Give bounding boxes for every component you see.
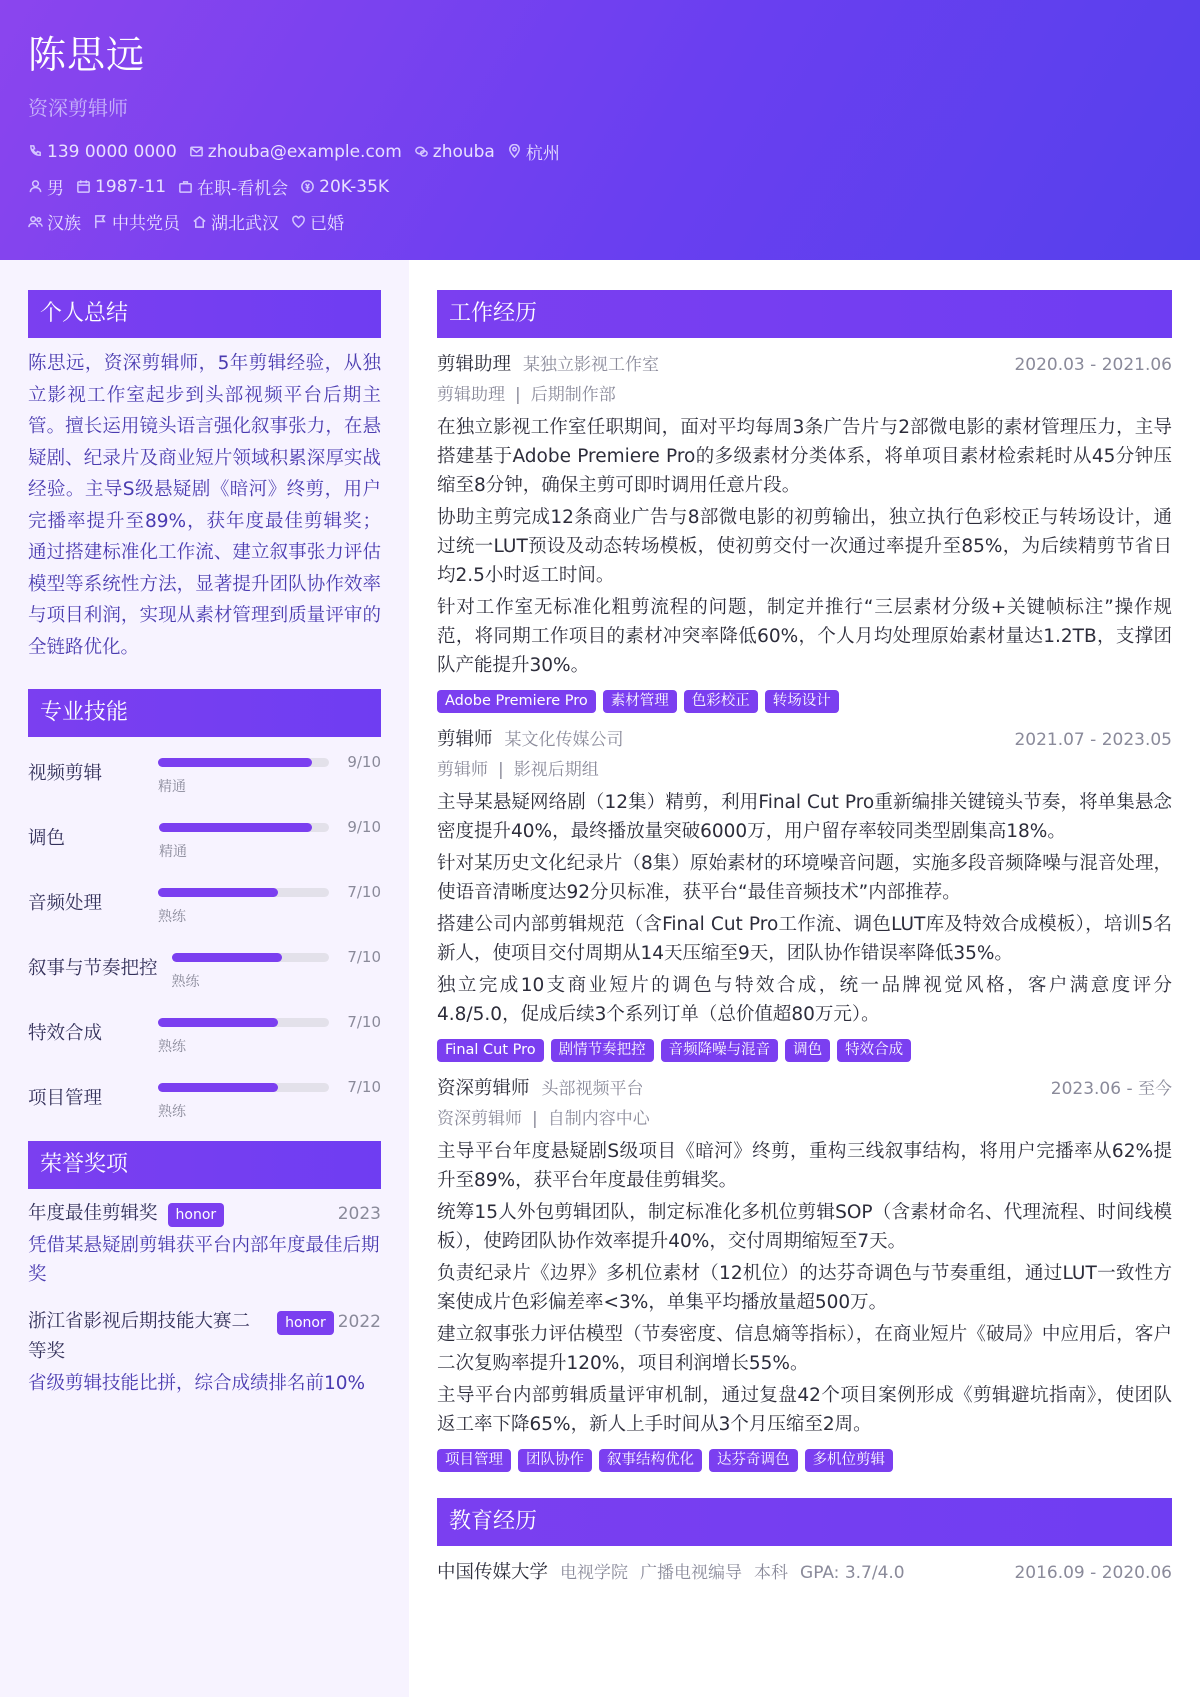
skill-level: 精通 bbox=[159, 844, 188, 860]
skill-tag: Final Cut Pro bbox=[437, 1039, 544, 1062]
background-row bbox=[28, 204, 1200, 239]
skill-tag: 叙事结构优化 bbox=[599, 1449, 702, 1472]
users-icon bbox=[28, 214, 43, 229]
job-subtitle bbox=[437, 1104, 1172, 1134]
skill-bar-line bbox=[172, 948, 381, 966]
hometown: 湖北武汉 bbox=[211, 214, 279, 234]
personal-row bbox=[28, 169, 1200, 204]
skill-item bbox=[28, 1007, 381, 1072]
job-role: 资深剪辑师 bbox=[437, 1078, 530, 1099]
award-name: 浙江省影视后期技能大赛二等奖 bbox=[28, 1311, 251, 1362]
skill-bar-line bbox=[159, 818, 381, 836]
flag-icon bbox=[93, 214, 108, 229]
job-department: 自制内容中心 bbox=[547, 1109, 650, 1129]
job-tags bbox=[437, 690, 1172, 713]
separator: | bbox=[498, 760, 504, 780]
candidate-name: 陈思远 bbox=[28, 33, 146, 77]
job-company: 某文化传媒公司 bbox=[504, 730, 624, 750]
job-bullet: 搭建公司内部剪辑规范（含Final Cut Pro工作流、调色LUT库及特效合成模板），培训5名新人，使项目交付周期从14天压缩至9天，团队协作错误率降低35%。 bbox=[437, 914, 1172, 964]
gpa: GPA: 3.7/4.0 bbox=[800, 1563, 905, 1583]
skill-score: 7/10 bbox=[347, 1078, 381, 1096]
jobs-list bbox=[437, 350, 1172, 1472]
skill-tag: 转场设计 bbox=[765, 690, 839, 713]
skill-bar-wrap bbox=[158, 1007, 381, 1056]
skill-tag: Adobe Premiere Pro bbox=[437, 690, 596, 713]
education-entry bbox=[437, 1558, 1172, 1588]
skill-score: 9/10 bbox=[347, 753, 381, 771]
summary-text: 陈思远，资深剪辑师，5年剪辑经验，从独立影视工作室起步到头部视频平台后期主管。擅长运用镜头语言强化叙事张力，在悬疑剧、纪录片及商业短片领域积累深厚实战经验。主导S级悬疑剧《暗河》终剪，用户完播率提升至89%，获年度最佳剪辑奖；通过搭建标准化工作流、建立叙事张力评估模型等系统性方法，显著提升团队协作效率与项目利润，实现从素材管理到质量评审的全链路优化。 bbox=[28, 353, 381, 658]
skill-name: 音频处理 bbox=[28, 893, 103, 914]
politics: 中共党员 bbox=[112, 214, 180, 234]
skill-tag: 调色 bbox=[785, 1039, 830, 1062]
skill-level: 精通 bbox=[158, 779, 187, 795]
skill-bar-wrap bbox=[172, 942, 381, 991]
education-section-title: 教育经历 bbox=[437, 1498, 1172, 1546]
skill-bar-wrap bbox=[158, 877, 381, 926]
job-position: 剪辑师 bbox=[437, 760, 488, 780]
skill-level: 熟练 bbox=[171, 974, 200, 990]
job-tags bbox=[437, 1039, 1172, 1062]
award-year: 2022 bbox=[337, 1312, 381, 1332]
job-tags bbox=[437, 1449, 1172, 1472]
separator: | bbox=[532, 1109, 538, 1129]
job-date: 2021.07 - 2023.05 bbox=[1014, 730, 1172, 750]
skill-tag: 音频降噪与混音 bbox=[661, 1039, 779, 1062]
summary-section-title: 个人总结 bbox=[28, 290, 381, 338]
job-position: 资深剪辑师 bbox=[437, 1109, 522, 1129]
job-bullet: 针对工作室无标准化粗剪流程的问题，制定并推行“三层素材分级+关键帧标注”操作规范，将同期工作项目的素材冲突率降低60%，个人月均处理原始素材量达1.2TB，支撑团队产能提升30%。 bbox=[437, 597, 1172, 676]
skill-progress-fill bbox=[158, 1083, 278, 1092]
ethnicity: 汉族 bbox=[47, 214, 81, 234]
skill-bar-line bbox=[158, 883, 381, 901]
award-badge: honor bbox=[168, 1203, 225, 1227]
skill-tag: 特效合成 bbox=[837, 1039, 911, 1062]
skill-tag: 素材管理 bbox=[603, 690, 677, 713]
skill-progress-bar bbox=[158, 1083, 329, 1092]
skill-bar-line bbox=[158, 1078, 381, 1096]
job-entry bbox=[437, 350, 1172, 713]
job-bullet: 针对某历史文化纪录片（8集）原始素材的环境噪音问题，实施多段音频降噪与混音处理，使语音清晰度达92分贝标准，获平台“最佳音频技术”内部推荐。 bbox=[437, 853, 1172, 903]
phone-icon bbox=[28, 144, 43, 159]
home-icon bbox=[192, 214, 207, 229]
skill-bar-line bbox=[158, 753, 381, 771]
skill-level: 熟练 bbox=[158, 1039, 187, 1055]
education-date: 2016.09 - 2020.06 bbox=[1014, 1563, 1172, 1583]
skill-tag: 项目管理 bbox=[437, 1449, 511, 1472]
briefcase-icon bbox=[178, 179, 193, 194]
job-bullet: 独立完成10支商业短片的调色与特效合成，统一品牌视觉风格，客户满意度评分4.8/5.0，促成后续3个系列订单（总价值超80万元）。 bbox=[437, 975, 1172, 1025]
skill-progress-bar bbox=[158, 888, 329, 897]
city: 杭州 bbox=[525, 144, 560, 164]
location-icon bbox=[507, 144, 522, 159]
skill-item bbox=[28, 942, 381, 1007]
job-bullet: 主导某悬疑网络剧（12集）精剪，利用Final Cut Pro重新编排关键镜头节奏，将单集悬念密度提升40%，最终播放量突破6000万，用户留存率较同类型剧集高18%。 bbox=[437, 792, 1172, 842]
skill-item bbox=[28, 747, 381, 812]
skill-item bbox=[28, 877, 381, 942]
skill-progress-bar bbox=[158, 758, 329, 767]
awards-section-title: 荣誉奖项 bbox=[28, 1141, 381, 1189]
award-header bbox=[28, 1307, 381, 1367]
job-subtitle bbox=[437, 755, 1172, 785]
college: 电视学院 bbox=[560, 1563, 629, 1583]
skill-progress-fill bbox=[172, 953, 282, 962]
work-section-title: 工作经历 bbox=[437, 290, 1172, 338]
skills-list bbox=[28, 747, 381, 1137]
skill-item bbox=[28, 812, 381, 877]
skill-progress-bar bbox=[172, 953, 329, 962]
skill-bar-wrap bbox=[158, 747, 381, 796]
resume-header bbox=[0, 0, 1200, 260]
job-bullet: 负责纪录片《边界》多机位素材（12机位）的达芬奇调色与节奏重组，通过LUT一致性方案使成片色彩偏差率<3%，单集平均播放量超500万。 bbox=[437, 1263, 1172, 1313]
job-position: 剪辑助理 bbox=[437, 385, 505, 405]
skill-bar-wrap bbox=[158, 1072, 381, 1121]
skill-score: 7/10 bbox=[347, 948, 381, 966]
award-description: 省级剪辑技能比拼，综合成绩排名前10% bbox=[28, 1373, 366, 1394]
skill-level: 熟练 bbox=[158, 1104, 187, 1120]
candidate-title: 资深剪辑师 bbox=[28, 96, 128, 120]
job-bullet: 主导平台内部剪辑质量评审机制，通过复盘42个项目案例形成《剪辑避坑指南》，使团队返工率下降65%，新人上手时间从3个月压缩至2周。 bbox=[437, 1385, 1172, 1435]
skill-score: 9/10 bbox=[347, 818, 381, 836]
job-header bbox=[437, 1074, 1172, 1104]
job-company: 某独立影视工作室 bbox=[523, 355, 660, 375]
calendar-icon bbox=[76, 179, 91, 194]
award-description: 凭借某悬疑剧剪辑获平台内部年度最佳后期奖 bbox=[28, 1235, 380, 1285]
skill-bar-line bbox=[158, 1013, 381, 1031]
award-header bbox=[28, 1199, 381, 1229]
wechat[interactable]: zhouba bbox=[432, 141, 495, 162]
job-bullet: 统筹15人外包剪辑团队，制定标准化多机位剪辑SOP（含素材命名、代理流程、时间线模板），使跨团队协作效率提升40%，交付周期缩短至7天。 bbox=[437, 1202, 1172, 1252]
school-name: 中国传媒大学 bbox=[437, 1562, 549, 1583]
skill-name: 叙事与节奏把控 bbox=[28, 958, 158, 979]
skill-name: 项目管理 bbox=[28, 1088, 103, 1109]
job-department: 影视后期组 bbox=[513, 760, 599, 780]
contact-row bbox=[28, 134, 1200, 169]
phone[interactable]: 139 0000 0000 bbox=[47, 141, 177, 162]
job-subtitle bbox=[437, 380, 1172, 410]
skill-progress-fill bbox=[158, 1018, 278, 1027]
award-badge: honor bbox=[277, 1311, 334, 1335]
skill-tag: 达芬奇调色 bbox=[709, 1449, 798, 1472]
skill-name: 视频剪辑 bbox=[28, 763, 103, 784]
major: 广播电视编导 bbox=[640, 1563, 743, 1583]
job-header bbox=[437, 350, 1172, 380]
job-date: 2020.03 - 2021.06 bbox=[1014, 355, 1172, 375]
left-column bbox=[0, 260, 409, 1697]
skill-progress-bar bbox=[159, 823, 329, 832]
skill-level: 熟练 bbox=[158, 909, 187, 925]
award-item bbox=[28, 1307, 381, 1398]
skill-name: 特效合成 bbox=[28, 1023, 103, 1044]
degree: 本科 bbox=[754, 1563, 789, 1583]
gender: 男 bbox=[47, 179, 64, 199]
separator: | bbox=[515, 385, 521, 405]
job-bullet: 建立叙事张力评估模型（节奏密度、信息熵等指标），在商业短片《破局》中应用后，客户二次复购率提升120%，项目利润增长55%。 bbox=[437, 1324, 1172, 1374]
email[interactable]: zhouba@example.com bbox=[207, 141, 402, 162]
job-bullet: 在独立影视工作室任职期间，面对平均每周3条广告片与2部微电影的素材管理压力，主导搭建基于Adobe Premiere Pro的多级素材分类体系，将单项目素材检索耗时从45分钟压缩至8分钟，确保主剪可即时调用任意片段。 bbox=[437, 417, 1172, 496]
skill-tag: 多机位剪辑 bbox=[805, 1449, 894, 1472]
job-role: 剪辑师 bbox=[437, 729, 493, 750]
marital-status: 已婚 bbox=[310, 214, 344, 234]
salary-icon bbox=[300, 179, 315, 194]
skill-progress-fill bbox=[158, 758, 312, 767]
job-status: 在职-看机会 bbox=[197, 179, 289, 199]
job-bullet: 主导平台年度悬疑剧S级项目《暗河》终剪，重构三线叙事结构，将用户完播率从62%提升至89%，获平台年度最佳剪辑奖。 bbox=[437, 1141, 1172, 1191]
award-item bbox=[28, 1199, 381, 1289]
skill-tag: 色彩校正 bbox=[684, 690, 758, 713]
user-icon bbox=[28, 179, 43, 194]
job-role: 剪辑助理 bbox=[437, 354, 512, 375]
job-date: 2023.06 - 至今 bbox=[1050, 1079, 1172, 1099]
skill-progress-fill bbox=[158, 888, 278, 897]
job-entry bbox=[437, 1074, 1172, 1472]
skill-progress-fill bbox=[159, 823, 312, 832]
skill-tag: 团队协作 bbox=[518, 1449, 592, 1472]
wechat-icon bbox=[414, 144, 429, 159]
job-entry bbox=[437, 725, 1172, 1062]
award-name: 年度最佳剪辑奖 bbox=[28, 1203, 158, 1224]
skill-item bbox=[28, 1072, 381, 1137]
awards-list bbox=[28, 1199, 381, 1398]
skill-score: 7/10 bbox=[347, 883, 381, 901]
skill-name: 调色 bbox=[28, 828, 66, 849]
mail-icon bbox=[189, 144, 204, 159]
skill-progress-bar bbox=[158, 1018, 329, 1027]
skill-score: 7/10 bbox=[347, 1013, 381, 1031]
right-column bbox=[409, 260, 1200, 1697]
job-department: 后期制作部 bbox=[530, 385, 616, 405]
skill-tag: 剧情节奏把控 bbox=[551, 1039, 654, 1062]
heart-icon bbox=[291, 214, 306, 229]
job-header bbox=[437, 725, 1172, 755]
birth-date: 1987-11 bbox=[95, 176, 167, 197]
skill-bar-wrap bbox=[159, 812, 381, 861]
salary: 20K-35K bbox=[319, 176, 390, 197]
skills-section-title: 专业技能 bbox=[28, 689, 381, 737]
award-year: 2023 bbox=[337, 1204, 381, 1224]
job-company: 头部视频平台 bbox=[541, 1079, 644, 1099]
job-bullet: 协助主剪完成12条商业广告与8部微电影的初剪输出，独立执行色彩校正与转场设计，通过统一LUT预设及动态转场模板，使初剪交付一次通过率提升至85%，为后续精剪节省日均2.5小时返工时间。 bbox=[437, 507, 1172, 586]
